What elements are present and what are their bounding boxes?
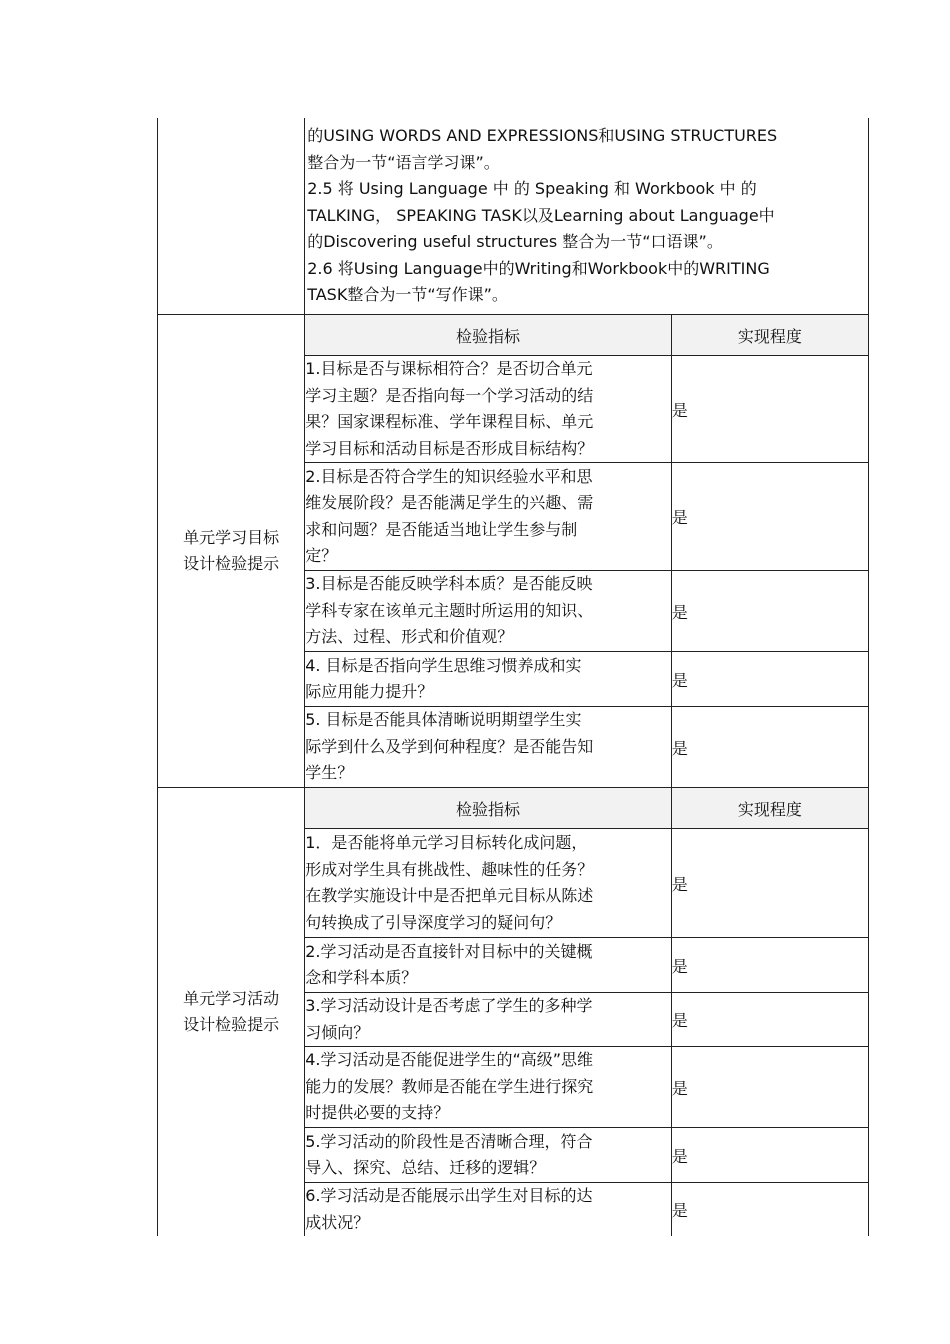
section-label-line: 单元学习目标 [183, 528, 280, 547]
indicator-line: 3.学习活动设计是否考虑了学生的多种学 [305, 996, 593, 1015]
header-degree: 实现程度 [671, 315, 868, 356]
indicator-line: 4. 目标是否指向学生思维习惯养成和实 [305, 655, 582, 675]
section-label-line: 设计检验提示 [183, 554, 280, 573]
indicator-cell [305, 356, 672, 463]
header-indicator: 检验指标 [305, 315, 672, 356]
intro-line: TALKING， SPEAKING TASK以及Learning about Language中 [307, 205, 775, 225]
indicator-cell [305, 829, 672, 938]
degree-answer: 是 [671, 993, 868, 1047]
header-indicator: 检验指标 [305, 788, 672, 829]
indicator-cell [305, 1128, 672, 1183]
indicator-line: 句转换成了引导深度学习的疑问句？ [305, 912, 562, 932]
indicator-line: 3.目标是否能反映学科本质？是否能反映 [305, 574, 593, 594]
degree-answer: 是 [671, 571, 868, 652]
indicator-line: 能力的发展？教师是否能在学生进行探究 [305, 1076, 594, 1096]
section-activities [158, 788, 869, 1237]
degree-answer: 是 [671, 707, 868, 788]
indicator-line: 方法、过程、形式和价值观？ [305, 627, 514, 647]
indicator-line: 在教学实施设计中是否把单元目标从陈述 [305, 886, 594, 905]
indicator-cell [305, 652, 672, 707]
indicator-line: 学习主题？是否指向每一个学习活动的结 [305, 385, 594, 405]
intro-left-cell [158, 118, 305, 315]
intro-line: TASK整合为一节“写作课”。 [307, 285, 508, 305]
indicator-line: 学科专家在该单元主题时所运用的知识、 [305, 600, 594, 620]
indicator-cell [305, 707, 672, 788]
indicator-line: 果？国家课程标准、学年课程目标、单元 [305, 412, 594, 431]
indicator-cell [305, 993, 672, 1047]
indicator-line: 5.学习活动的阶段性是否清晰合理，符合 [305, 1131, 593, 1151]
degree-answer: 是 [671, 938, 868, 993]
indicator-line: 2.学习活动是否直接针对目标中的关键概 [305, 941, 593, 961]
indicator-line: 学习目标和活动目标是否形成目标结构？ [305, 438, 594, 458]
section1-header-row [158, 315, 869, 356]
indicator-line: 时提供必要的支持？ [305, 1103, 450, 1123]
indicator-line: 维发展阶段？是否能满足学生的兴趣、需 [305, 493, 594, 512]
evaluation-table [157, 118, 869, 1236]
indicator-cell [305, 1183, 672, 1237]
degree-answer: 是 [671, 356, 868, 463]
intro-text-cell [305, 118, 869, 315]
degree-answer: 是 [671, 1047, 868, 1128]
intro-paragraph [305, 123, 868, 309]
indicator-line: 形成对学生具有挑战性、趣味性的任务？ [305, 859, 594, 879]
section2-label-cell [158, 788, 305, 1237]
degree-answer: 是 [671, 1128, 868, 1183]
section-label-line: 设计检验提示 [183, 1015, 280, 1034]
degree-answer: 是 [671, 1183, 868, 1237]
section-goals [158, 315, 869, 788]
indicator-line: 2.目标是否符合学生的知识经验水平和思 [305, 466, 593, 486]
indicator-line: 求和问题？是否能适当地让学生参与制 [305, 519, 578, 539]
indicator-cell [305, 463, 672, 571]
indicator-line: 际学到什么及学到何种程度？是否能告知 [305, 736, 594, 756]
indicator-line: 5. 目标是否能具体清晰说明期望学生实 [305, 710, 582, 730]
indicator-line: 际应用能力提升？ [305, 682, 434, 701]
header-degree: 实现程度 [671, 788, 868, 829]
indicator-cell [305, 938, 672, 993]
degree-answer: 是 [671, 463, 868, 571]
indicator-line: 导入、探究、总结、迁移的逻辑？ [305, 1158, 546, 1177]
indicator-line: 6.学习活动是否能展示出学生对目标的达 [305, 1186, 593, 1205]
indicator-cell [305, 571, 672, 652]
intro-line: 的Discovering useful structures 整合为一节“口语课”。 [307, 232, 723, 252]
intro-line: 整合为一节“语言学习课”。 [307, 152, 500, 172]
indicator-line: 定？ [305, 546, 338, 565]
degree-answer: 是 [671, 829, 868, 938]
indicator-line: 念和学科本质？ [305, 968, 418, 987]
section1-label-cell [158, 315, 305, 788]
intro-row [158, 118, 869, 315]
intro-line: 2.5 将 Using Language 中 的 Speaking 和 Workbook 中 的 [307, 179, 757, 199]
indicator-line: 学生？ [305, 763, 354, 783]
indicator-cell [305, 1047, 672, 1128]
section-label-line: 单元学习活动 [183, 989, 280, 1008]
indicator-line: 1．是否能将单元学习目标转化成问题， [305, 833, 588, 852]
section2-header-row [158, 788, 869, 829]
indicator-line: 成状况？ [305, 1212, 370, 1232]
intro-line: 2.6 将Using Language中的Writing和Workbook中的WRITING [307, 258, 770, 278]
indicator-line: 4.学习活动是否能促进学生的“高级”思维 [305, 1050, 594, 1070]
indicator-line: 习倾向？ [305, 1022, 370, 1042]
indicator-line: 1.目标是否与课标相符合？是否切合单元 [305, 359, 593, 378]
degree-answer: 是 [671, 652, 868, 707]
intro-line: 的USING WORDS AND EXPRESSIONS和USING STRUCTURES [307, 126, 778, 146]
